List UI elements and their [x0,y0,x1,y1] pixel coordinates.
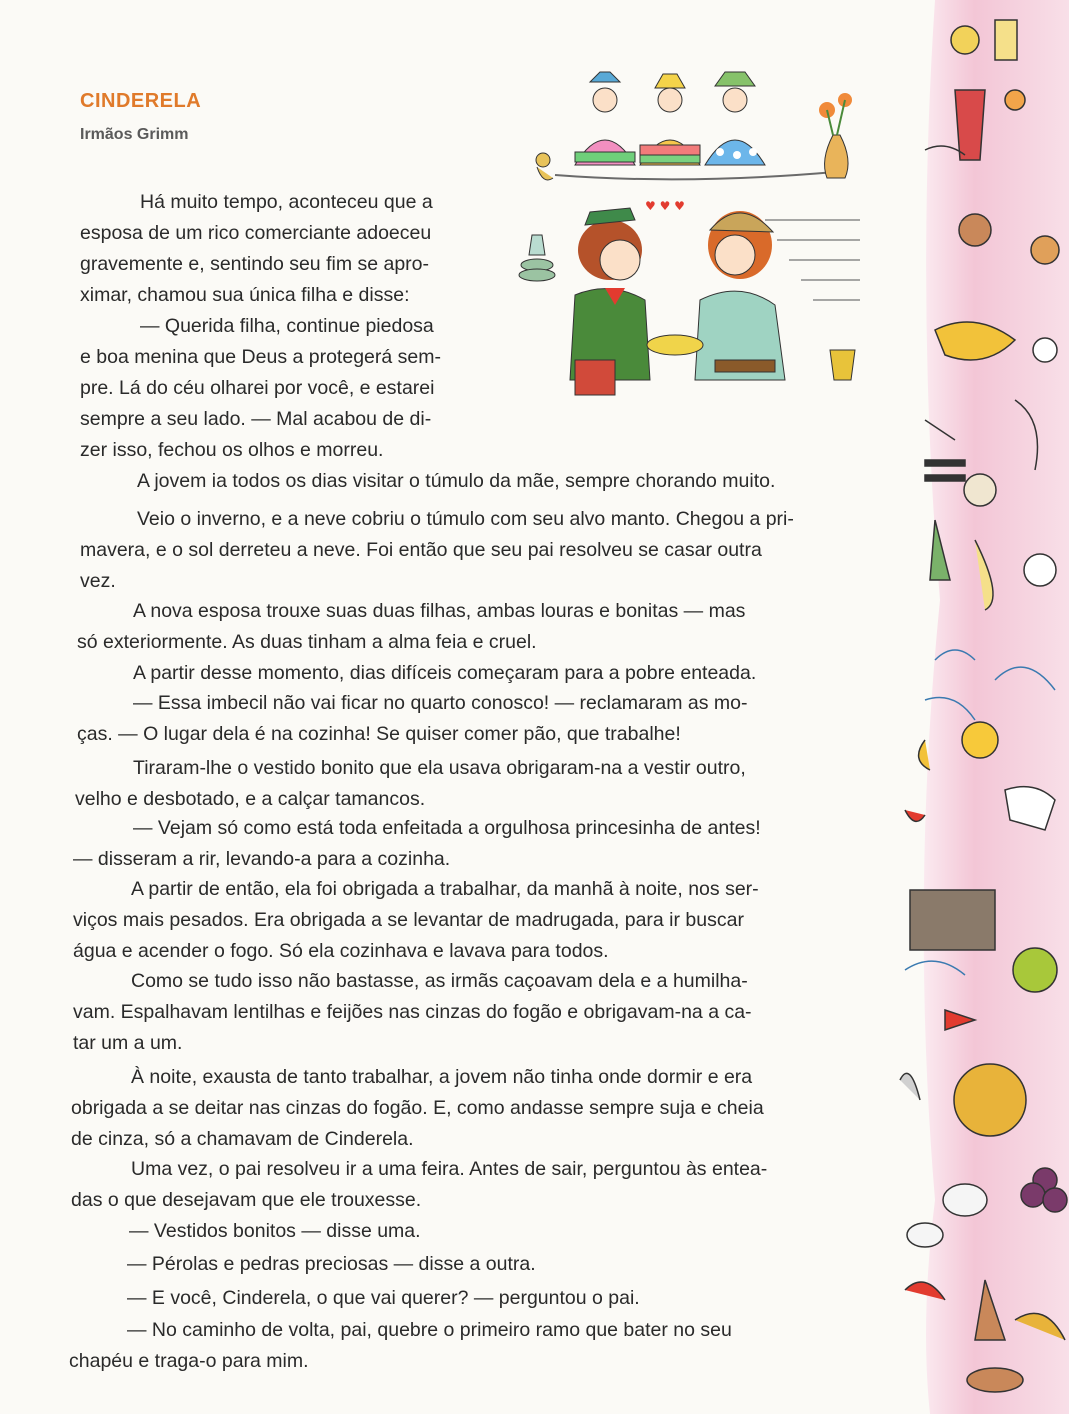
story-author: Irmãos Grimm [80,126,189,143]
decorative-border [895,0,1069,1414]
text-line: pre. Lá do céu olharei por você, e estarei [80,377,435,399]
story-paragraph [73,966,752,1059]
text-line: A partir de então, ela foi obrigada a trabalhar, da manhã à noite, nos ser- [131,878,759,900]
story-paragraph [73,874,759,967]
story-paragraph [77,658,756,689]
text-line: mavera, e o sol derreteu a neve. Foi então que seu pai resolveu se casar outra [80,539,762,561]
stepsister-figure [640,74,700,165]
text-line: e boa menina que Deus a protegerá sem- [80,346,441,368]
text-line: velho e desbotado, e a calçar tamancos. [75,788,426,810]
stepsister-figure [575,72,635,165]
story-paragraph [71,1216,421,1247]
text-line: ximar, chamou sua única filha e disse: [80,284,410,306]
text-line: A nova esposa trouxe suas duas filhas, ambas louras e bonitas — mas [133,600,746,622]
text-line: A partir desse momento, dias difíceis começaram para a pobre enteada. [133,662,757,684]
dish-stack-drawing [519,235,555,281]
text-line: — Essa imbecil não vai ficar no quarto conosco! — reclamaram as mo- [133,692,748,714]
text-line: água e acender o fogo. Só ela cozinhava e lavava para todos. [73,940,609,962]
story-paragraph [80,187,433,311]
text-line: ças. — O lugar dela é na cozinha! Se quiser comer pão, que trabalhe! [77,723,681,745]
text-line: das o que desejavam que ele trouxesse. [71,1189,422,1211]
text-line: — Vestidos bonitos — disse uma. [129,1220,421,1242]
text-line: Tiraram-lhe o vestido bonito que ela usava obrigaram-na a vestir outro, [133,757,746,779]
story-title: CINDERELA [80,90,202,112]
text-line: zer isso, fechou os olhos e morreu. [80,439,384,461]
story-paragraph [71,1154,767,1216]
svg-text:♥ ♥ ♥: ♥ ♥ ♥ [645,199,685,213]
story-paragraph [71,1062,764,1155]
text-line: só exteriormente. As duas tinham a alma feia e cruel. [77,631,537,653]
text-line: Uma vez, o pai resolveu ir a uma feira. Antes de sair, perguntou às entea- [131,1158,768,1180]
prince-figure [570,208,650,395]
story-paragraph [71,1249,536,1280]
text-line: viços mais pesados. Era obrigada a se levantar de madrugada, para ir buscar [73,909,744,931]
story-paragraph [71,1283,640,1314]
cinderella-illustration [515,60,860,425]
text-line: Como se tudo isso não bastasse, as irmãs caçoavam dela e a humilha- [131,970,748,992]
text-line: A jovem ia todos os dias visitar o túmulo da mãe, sempre chorando muito. [137,470,776,492]
text-line: chapéu e traga-o para mim. [69,1350,309,1372]
text-line: Veio o inverno, e a neve cobriu o túmulo com seu alvo manto. Chegou a pri- [137,508,794,530]
text-line: — E você, Cinderela, o que vai querer? — perguntou o pai. [127,1287,640,1309]
text-line: vam. Espalhavam lentilhas e feijões nas cinzas do fogão e obrigavam-na a ca- [73,1001,752,1023]
text-line: esposa de um rico comerciante adoeceu [80,222,432,244]
flower-vase-drawing [819,93,852,178]
text-line: — Vejam só como está toda enfeitada a orgulhosa princesinha de antes! [133,817,761,839]
story-paragraph [77,596,745,658]
bucket-drawing [830,350,855,380]
story-paragraph [80,504,794,597]
cat-drawing [536,153,553,180]
stepsister-figure [705,72,765,165]
text-line: obrigada a se deitar nas cinzas do fogão. E, como andasse sempre suja e cheia [71,1097,764,1119]
text-line: — No caminho de volta, pai, quebre o primeiro ramo que bater no seu [127,1319,732,1341]
text-line: sempre a seu lado. — Mal acabou de di- [80,408,432,430]
story-paragraph [73,813,761,875]
text-line: de cinza, só a chamavam de Cinderela. [71,1128,414,1150]
story-paragraph [77,688,748,750]
text-line: Há muito tempo, aconteceu que a [140,191,433,213]
story-paragraph [75,753,746,815]
text-line: — disseram a rir, levando-a para a cozinha. [73,848,451,870]
text-line: vez. [80,570,116,592]
text-line: — Pérolas e pedras preciosas — disse a outra. [127,1253,536,1275]
story-paragraph [80,311,441,466]
text-line: tar um a um. [73,1032,183,1054]
cinderella-figure [695,211,785,380]
text-line: gravemente e, sentindo seu fim se apro- [80,253,430,275]
text-line: — Querida filha, continue piedosa [140,315,434,337]
story-paragraph [80,466,775,497]
text-line: À noite, exausta de tanto trabalhar, a jovem não tinha onde dormir e era [131,1066,753,1088]
story-paragraph [69,1315,732,1377]
